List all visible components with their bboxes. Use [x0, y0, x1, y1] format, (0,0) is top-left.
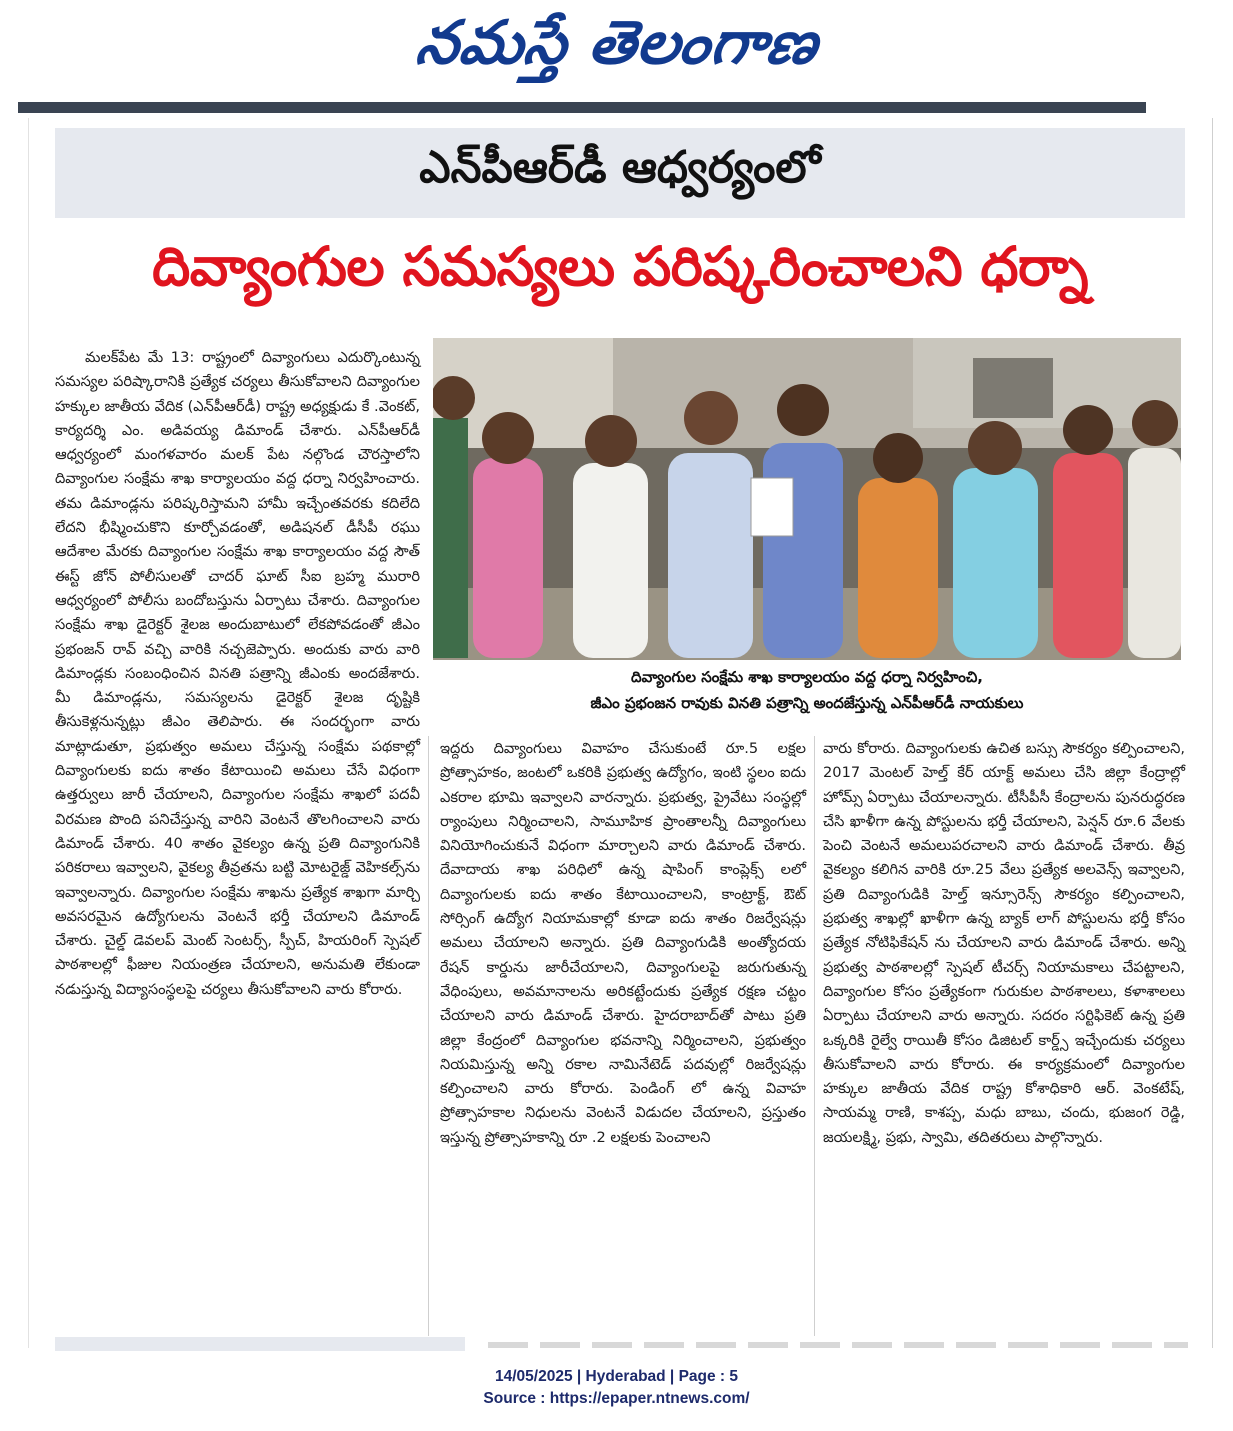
newspaper-logo: నమస్తే తెలంగాణ [412, 8, 823, 78]
page-footer [0, 1366, 1233, 1410]
footer-source-link[interactable]: Source : https://epaper.ntnews.com/ [483, 1390, 750, 1407]
article-column-1-text: మలక్‌పేట మే 13: రాష్ట్రంలో దివ్యాంగులు ఎదుర్కొంటున్న సమస్యల పరిష్కారానికి ప్రత్యేక చర్యలు తీసుకోవాలని దివ్యాంగుల హక్కుల జాతీయ వేదిక (ఎన్‌పీఆర్‌డీ) రాష్ట్ర అధ్యక్షుడు కే .వెంకట్, కార్యదర్శి ఎం. అడివయ్య డిమాండ్ చేశారు. ఎన్‌పీఆర్‌డీ ఆధ్వర్యంలో మంగళవారం మలక్ పేట నల్గొండ చౌరస్తాలోని దివ్యాంగుల సంక్షేమ శాఖ కార్యాలయం వద్ద ధర్నా నిర్వహించారు. తమ డిమాండ్లను పరిష్కరిస్తామని హామీ ఇచ్చేంతవరకు కదిలేది లేదని భీష్మించుకొని కూర్చోవడంతో, అడిషనల్ డీసీపీ రఘు ఆదేశాల మేరకు దివ్యాంగుల సంక్షేమ శాఖ కార్యాలయం వద్ద సౌత్ ఈస్ట్ జోన్ పోలీసులతో చాదర్ ఘాట్ సీఐ బ్రహ్మ మురారి ఆధ్వర్యంలో పోలీసు బందోబస్తును ఏర్పాటు చేశారు. దివ్యాంగుల సంక్షేమ శాఖ డైరెక్టర్ శైలజ అందుబాటులో లేకపోవడంతో జీఎం ప్రభంజన్ రావ్ వచ్చి వారికి నచ్చజెప్పారు. అందుకు వారు వారి డిమాండ్లకు సంబంధించిన వినతి పత్రాన్ని జీఎంకు అందజేశారు. మీ డిమాండ్లను, సమస్యలను డైరెక్టర్ శైలజ దృష్టికి తీసుకెళ్లనున్నట్లు జీఎం తెలిపారు. ఈ సందర్భంగా వారు మాట్లాడుతూ, ప్రభుత్వం అమలు చేస్తున్న సంక్షేమ పథకాల్లో దివ్యాంగులకు ఐదు శాతం కేటాయించి అమలు చేసే విధంగా ఉత్తర్వులు జారీ చేయాలని, దివ్యాంగుల సంక్షేమ శాఖలో పదవీ విరమణ పొంది పనిచేస్తున్న వారిని వెంటనే తొలగించాలని వారు డిమాండ్ చేశారు. 40 శాతం వైకల్యం ఉన్న ప్రతి దివ్యాంగునికి పరికరాలు ఇవ్వాలని, వైకల్య తీవ్రతను బట్టి మోటరైజ్డ్ వెహికల్స్‌ను ఇవ్వాలన్నారు. దివ్యాంగుల సంక్షేమ శాఖను ప్రత్యేక శాఖగా మార్చి అవసరమైన ఉద్యోగులను వెంటనే భర్తీ చేయాలని డిమాండ్ చేశారు. చైల్డ్ డెవలప్ మెంట్ సెంటర్స్, స్పీచ్, హియరింగ్ స్పెషల్ పాఠశాలల్లో ఫీజుల నియంత్రణ చేయాలని, అనుమతి లేకుండా నడుస్తున్న విద్యాసంస్థలపై చర్యలు తీసుకోవాలని వారు కోరారు. [55, 349, 420, 998]
photo-caption [433, 664, 1181, 726]
article-column-2-text: ఇద్దరు దివ్యాంగులు వివాహం చేసుకుంటే రూ.5 లక్షల ప్రోత్సాహకం, జంటలో ఒకరికి ప్రభుత్వ ఉద్యోగం, ఇంటి స్థలం ఐదు ఎకరాల భూమి ఇవ్వాలని వారన్నారు. ప్రభుత్వ, ప్రైవేటు సంస్థల్లో ర్యాంపులు నిర్మించాలని, సామూహిక ప్రాంతాలన్నీ దివ్యాంగులు వినియోగించుకునే విధంగా మార్చాలని వారు డిమాండ్ చేశారు. దేవాదాయ శాఖ పరిధిలో ఉన్న షాపింగ్ కాంప్లెక్స్ లలో దివ్యాంగులకు ఐదు శాతం కేటాయించాలని, కాంట్రాక్ట్, ఔట్ సోర్సింగ్ ఉద్యోగ నియామకాల్లో కూడా ఐదు శాతం రిజర్వేషన్లు అమలు చేయాలని అన్నారు. ప్రతి దివ్యాంగుడికి అంత్యోదయ రేషన్ కార్డును జారీచేయాలని, దివ్యాంగులపై జరుగుతున్న వేధింపులు, అవమానాలను అరికట్టేందుకు ప్రత్యేక రక్షణ చట్టం చేయాలని వారు డిమాండ్ చేశారు. హైదరాబాద్‌తో పాటు ప్రతి జిల్లా కేంద్రంలో దివ్యాంగుల భవనాన్ని నిర్మించాలని, ప్రభుత్వం నియమిస్తున్న అన్ని రకాల నామినేటెడ్ పదవుల్లో రిజర్వేషన్లు కల్పించాలని వారు కోరారు. పెండింగ్ లో ఉన్న వివాహ ప్రోత్సాహకాల నిధులను వెంటనే విడుదల చేయాలని, ప్రస్తుతం ఇస్తున్న ప్రోత్సాహకాన్ని రూ .2 లక్షలకు పెంచాలని [440, 740, 806, 1146]
article-column-3-text: వారు కోరారు. దివ్యాంగులకు ఉచిత బస్సు సౌకర్యం కల్పించాలని, 2017 మెంటల్ హెల్త్ కేర్ యాక్ట్ అమలు చేసి జిల్లా కేంద్రాల్లో హోమ్స్ ఏర్పాటు చేయాలన్నారు. టీసీపీసీ కేంద్రాలను పునరుద్ధరణ చేసి ఖాళీగా ఉన్న పోస్టులను భర్తీ చేయాలని, పెన్షన్ రూ.6 వేలకు పెంచి వెంటనే అమలుపరచాలని వారు డిమాండ్ చేశారు. తీవ్ర వైకల్యం కలిగిన వారికి రూ.25 వేలు ప్రత్యేక అలవెన్స్ ఇవ్వాలని, ప్రతి దివ్యాంగుడికి హెల్త్ ఇన్సూరెన్స్ సౌకర్యం కల్పించాలని, ప్రభుత్వ శాఖల్లో ఖాళీగా ఉన్న బ్యాక్ లాగ్ పోస్టులను భర్తీ కోసం ప్రత్యేక నోటిఫికేషన్ ను చేయాలని వారు డిమాండ్ చేశారు. అన్ని ప్రభుత్వ పాఠశాలల్లో స్పెషల్ టీచర్స్ నియామకాలు చేపట్టాలని, దివ్యాంగుల కోసం ప్రత్యేకంగా గురుకుల పాఠశాలలు, కళాశాలలు ఏర్పాటు చేయాలని వారు అన్నారు. సదరం సర్టిఫికెట్ ఉన్న ప్రతి ఒక్కరికి రైల్వే రాయితీ కోసం డిజిటల్ కార్డ్స్ ఇచ్చేందుకు చర్యలు తీసుకోవాలని వారు కోరారు. ఈ కార్యక్రమంలో దివ్యాంగుల హక్కుల జాతీయ వేదిక రాష్ట్ర కోశాధికారి ఆర్. వెంకటేష్, సాయమ్మ రాణి, కాశప్ప, మధు బాబు, చందు, భుజంగ రెడ్డి, జయలక్ష్మి, ప్రభు, స్వామి, తదితరులు పాల్గొన్నారు. [823, 740, 1185, 1146]
masthead-rule [18, 102, 1146, 113]
article-kicker-band [55, 128, 1185, 218]
next-article-strip [55, 1337, 465, 1351]
footer-date-line: 14/05/2025 | Hyderabad | Page : 5 [494, 1368, 739, 1385]
article-kicker: ఎన్‌పీఆర్‌డీ ఆధ్వర్యంలో [419, 142, 821, 193]
photo-caption-line-1: దివ్యాంగుల సంక్షేమ శాఖ కార్యాలయం వద్ద ధర్నా నిర్వహించి, [630, 668, 984, 686]
masthead [0, 0, 1233, 100]
article-column-1 [55, 346, 420, 1312]
page-frame-left [28, 118, 29, 1348]
page-frame-right [1212, 118, 1213, 1348]
photo-caption-line-2: జీఎం ప్రభంజన రావుకు వినతి పత్రాన్ని అందజేస్తున్న ఎన్‌పీఆర్‌డీ నాయకులు [590, 694, 1024, 712]
article-headline-box [55, 228, 1185, 318]
next-article-text-fragment [488, 1342, 1188, 1348]
article-column-2 [440, 737, 806, 1323]
column-divider [814, 736, 815, 1336]
article-column-3 [823, 737, 1185, 1323]
article-headline: దివ్యాంగుల సమస్యలు పరిష్కరించాలని ధర్నా [152, 234, 1088, 298]
article-photo [433, 338, 1181, 660]
column-divider [428, 736, 429, 1336]
protest-photo-illustration [433, 338, 1181, 660]
